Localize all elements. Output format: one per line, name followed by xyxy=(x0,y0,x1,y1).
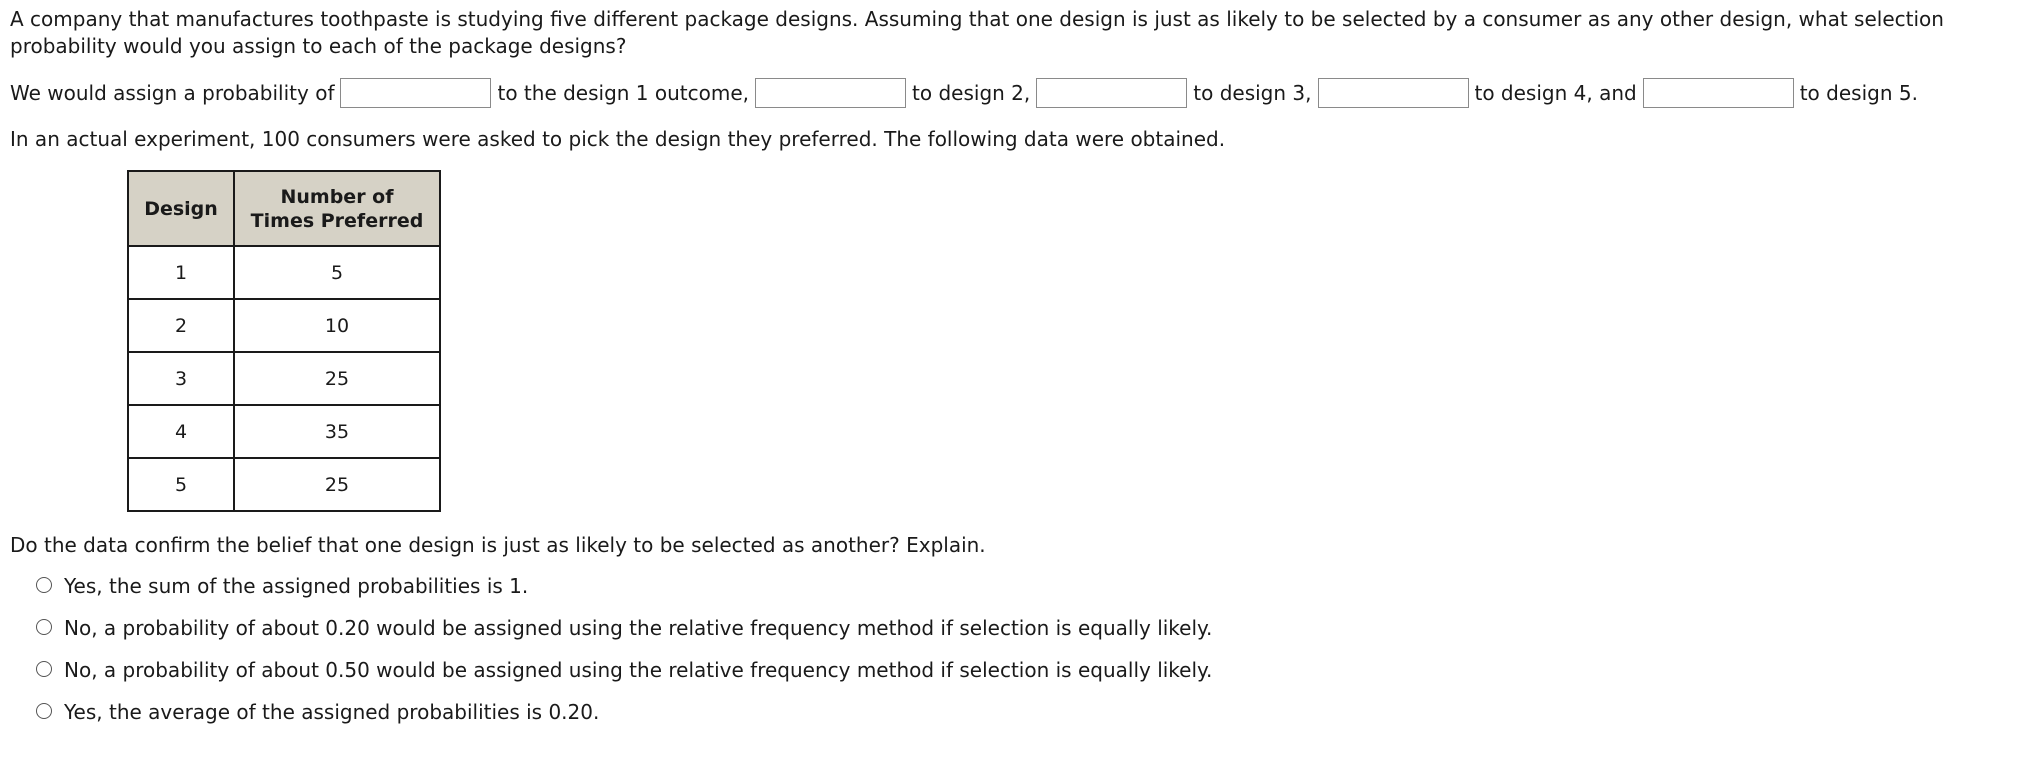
header-times-line2: Times Preferred xyxy=(250,209,424,232)
design-1-probability-input[interactable] xyxy=(340,78,491,108)
table-header-row xyxy=(128,171,440,246)
fill-after-5: to design 5. xyxy=(1799,81,1918,105)
design-5-probability-input[interactable] xyxy=(1643,78,1794,108)
cell-times: 10 xyxy=(234,299,440,352)
design-3-probability-input[interactable] xyxy=(1036,78,1187,108)
option-label: No, a probability of about 0.50 would be assigned using the relative frequency method if selection is equally likely. xyxy=(64,658,1213,682)
cell-times: 25 xyxy=(234,352,440,405)
question-text: A company that manufactures toothpaste is studying five different package designs. Assuming that one design is just as likely to be selected by a consumer as any other design, what selection probability would you assign to each of the package designs? xyxy=(10,7,1944,58)
radio-button[interactable] xyxy=(36,703,52,719)
option-label: Yes, the average of the assigned probabilities is 0.20. xyxy=(64,700,600,724)
experiment-intro: In an actual experiment, 100 consumers were asked to pick the design they preferred. The following data were obtained. xyxy=(10,127,1226,151)
cell-times: 5 xyxy=(234,246,440,299)
radio-button[interactable] xyxy=(36,577,52,593)
cell-design: 4 xyxy=(128,405,234,458)
cell-design: 3 xyxy=(128,352,234,405)
fill-after-4: to design 4, and xyxy=(1474,81,1637,105)
table-row xyxy=(128,246,440,299)
fill-after-3: to design 3, xyxy=(1193,81,1312,105)
answer-option-1[interactable] xyxy=(36,565,2021,607)
cell-design: 5 xyxy=(128,458,234,511)
table-row xyxy=(128,458,440,511)
probability-fill-line xyxy=(10,76,2021,110)
radio-button[interactable] xyxy=(36,619,52,635)
answer-options xyxy=(36,565,2021,733)
design-4-probability-input[interactable] xyxy=(1318,78,1469,108)
header-times-line1: Number of xyxy=(280,185,394,208)
confirm-question: Do the data confirm the belief that one design is just as likely to be selected as another? Explain. xyxy=(10,533,986,557)
table-row xyxy=(128,299,440,352)
table-row xyxy=(128,352,440,405)
table-row xyxy=(128,405,440,458)
option-label: Yes, the sum of the assigned probabilities is 1. xyxy=(64,574,529,598)
cell-design: 2 xyxy=(128,299,234,352)
header-times-preferred xyxy=(234,171,440,246)
fill-after-2: to design 2, xyxy=(912,81,1031,105)
cell-design: 1 xyxy=(128,246,234,299)
header-design: Design xyxy=(128,171,234,246)
answer-option-4[interactable] xyxy=(36,691,2021,733)
fill-after-1: to the design 1 outcome, xyxy=(497,81,750,105)
fill-prefix: We would assign a probability of xyxy=(10,81,335,105)
answer-option-2[interactable] xyxy=(36,607,2021,649)
radio-button[interactable] xyxy=(36,661,52,677)
cell-times: 35 xyxy=(234,405,440,458)
preference-table xyxy=(127,170,441,512)
option-label: No, a probability of about 0.20 would be assigned using the relative frequency method if selection is equally likely. xyxy=(64,616,1213,640)
answer-option-3[interactable] xyxy=(36,649,2021,691)
design-2-probability-input[interactable] xyxy=(755,78,906,108)
cell-times: 25 xyxy=(234,458,440,511)
